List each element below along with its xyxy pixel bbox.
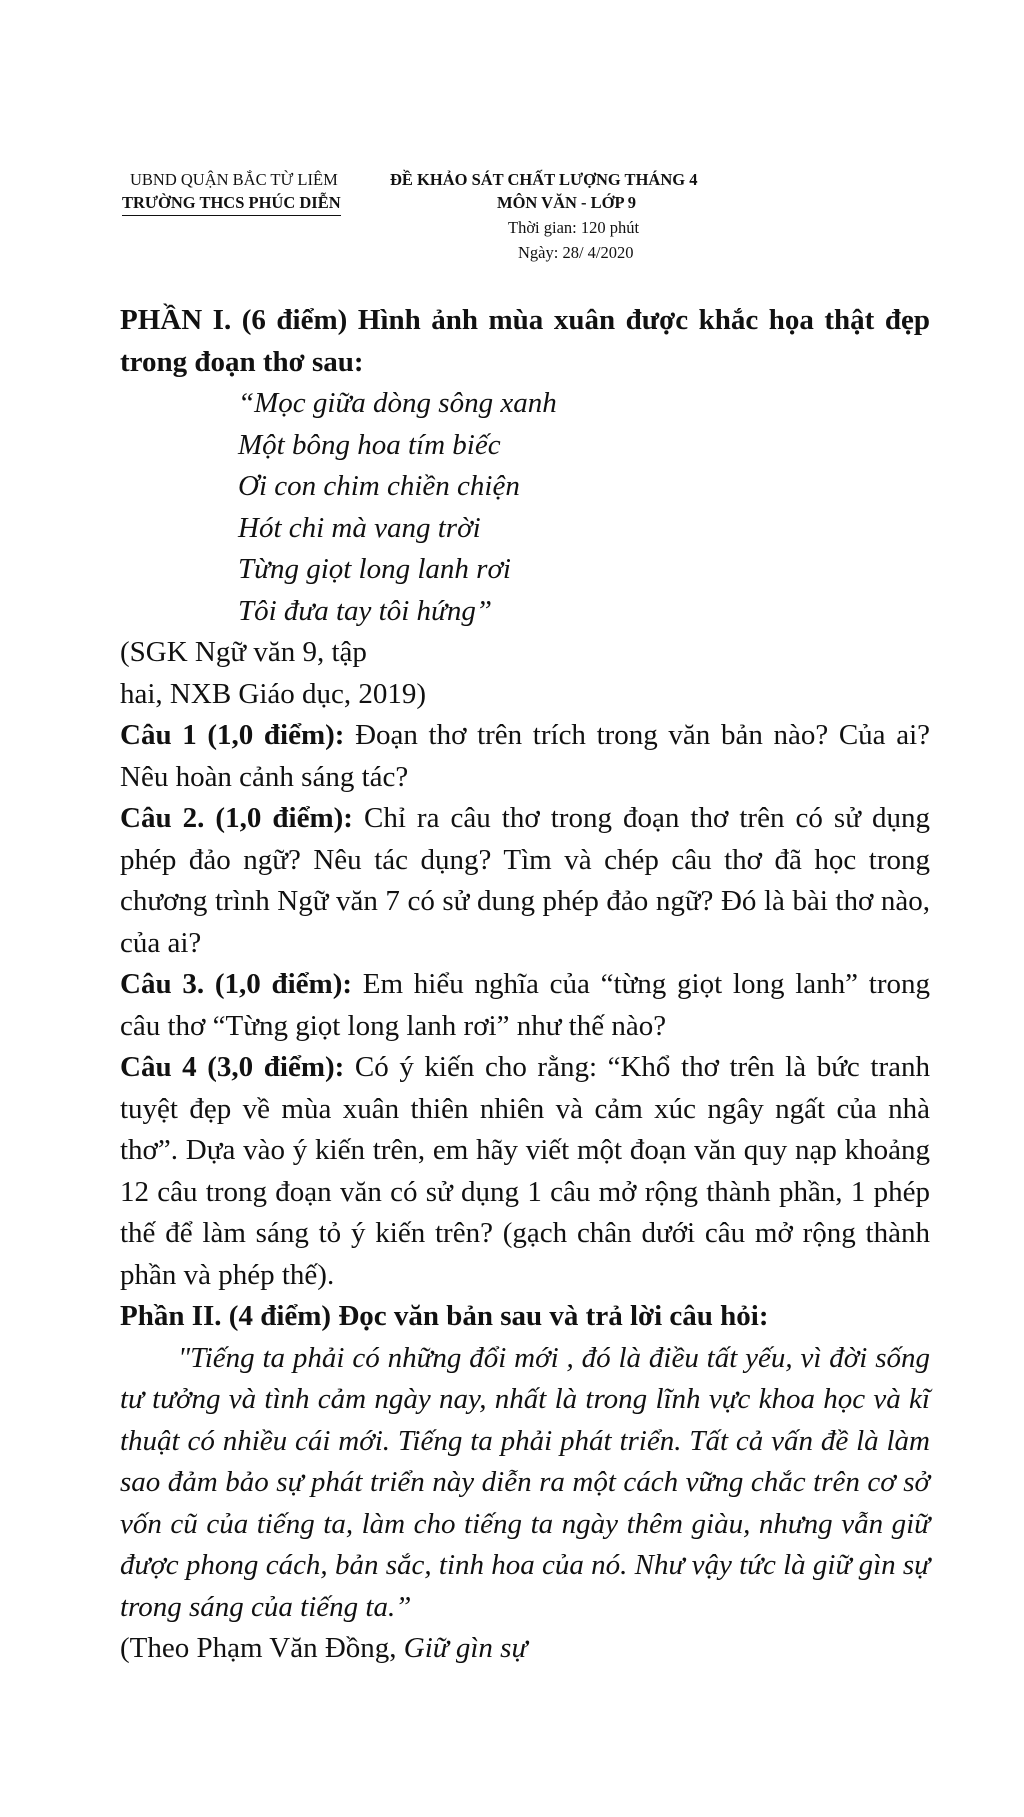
exam-subject: MÔN VĂN - LỚP 9	[497, 193, 637, 212]
question-3-label: Câu 3. (1,0 điểm):	[120, 968, 353, 1000]
poem	[120, 383, 930, 632]
question-4	[120, 1047, 930, 1296]
poem-line: Một bông hoa tím biếc	[238, 428, 501, 461]
part2-passage: "Tiếng ta phải có những đổi mới , đó là điều tất yếu, vì đời sống tư tưởng và tình cảm ngày nay, nhất là trong lĩnh vực khoa học và kĩ thuật có nhiều cái mới. Tiếng ta phải phát triển. Tất cả vấn đề là làm sao đảm bảo sự phát triển này diễn ra một cách vững chắc trên cơ sở vốn cũ của tiếng ta, làm cho tiếng ta ngày thêm giàu, nhưng vẫn giữ được phong cách, bản sắc, tinh hoa của nó. Như vậy tức là giữ gìn sự trong sáng của tiếng ta.”	[120, 1341, 930, 1623]
question-1-text: Đoạn thơ trên trích trong văn bản nào? Của ai? Nêu hoàn cảnh sáng tác?	[120, 719, 930, 793]
part2-source	[120, 1628, 930, 1670]
question-1-label: Câu 1 (1,0 điểm):	[120, 719, 345, 751]
question-2-label: Câu 2. (1,0 điểm):	[120, 802, 353, 834]
poem-line: “Mọc giữa dòng sông xanh	[238, 387, 557, 419]
question-3-text: Em hiểu nghĩa của “từng giọt long lanh” trong câu thơ “Từng giọt long lanh rơi” như thế nào?	[120, 968, 930, 1042]
question-4-text: Có ý kiến cho rằng: “Khổ thơ trên là bức tranh tuyệt đẹp về mùa xuân thiên nhiên và cảm xúc ngây ngất của nhà thơ”. Dựa vào ý kiến trên, em hãy viết một đoạn văn quy nạp khoảng 12 câu trong đoạn văn có sử dụng 1 câu mở rộng thành phần, 1 phép thế để làm sáng tỏ ý kiến trên? (gạch chân dưới câu mở rộng thành phần và phép thế).	[120, 1051, 930, 1291]
poem-source-line2: hai, NXB Giáo dục, 2019)	[120, 677, 427, 710]
poem-line: Hót chi mà vang trời	[238, 511, 481, 544]
part2-source-prefix: (Theo Phạm Văn Đồng,	[120, 1632, 404, 1664]
part2-source-title: Giữ gìn sự	[403, 1632, 528, 1664]
question-2	[120, 798, 930, 964]
question-4-label: Câu 4 (3,0 điểm):	[120, 1051, 345, 1083]
poem-line: Ơi con chim chiền chiện	[238, 470, 520, 502]
exam-title: ĐỀ KHẢO SÁT CHẤT LƯỢNG THÁNG 4	[390, 170, 698, 189]
school-name	[122, 193, 341, 216]
school-name-text: TRƯỜNG THCS PHÚC DIỄN	[122, 193, 341, 216]
question-2-text: Chỉ ra câu thơ trong đoạn thơ trên có sử dụng phép đảo ngữ? Nêu tác dụng? Tìm và chép câu thơ đã học trong chương trình Ngữ văn 7 có sử dung phép đảo ngữ? Đó là bài thơ nào, của ai?	[120, 802, 930, 959]
exam-body	[120, 300, 930, 1670]
poem-line: Tôi đưa tay tôi hứng”	[238, 594, 492, 627]
school-district: UBND QUẬN BẮC TỪ LIÊM	[130, 170, 338, 189]
part1-heading: PHẦN I. (6 điểm) Hình ảnh mùa xuân được khắc họa thật đẹp trong đoạn thơ sau:	[120, 304, 930, 378]
exam-date: Ngày: 28/ 4/2020	[518, 243, 634, 262]
part2-heading: Phần II. (4 điểm) Đọc văn bản sau và trả lời câu hỏi:	[120, 1300, 769, 1332]
question-1	[120, 715, 930, 798]
exam-time: Thời gian: 120 phút	[508, 218, 640, 237]
poem-line: Từng giọt long lanh rơi	[238, 553, 511, 585]
question-3	[120, 964, 930, 1047]
poem-source-line1: (SGK Ngữ văn 9, tập	[120, 636, 367, 668]
